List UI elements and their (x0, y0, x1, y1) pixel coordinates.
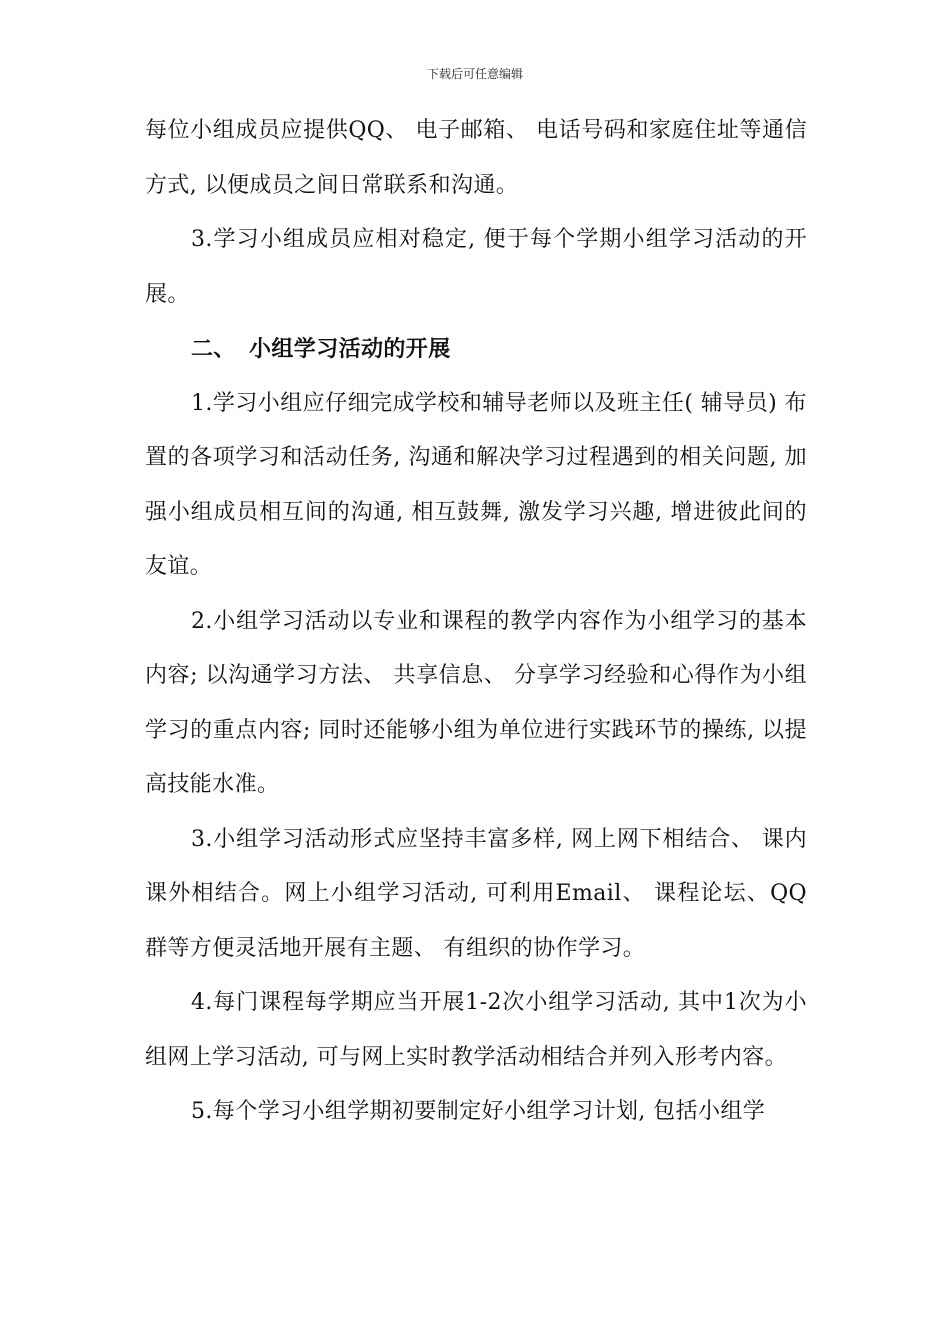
section-title: 小组学习活动的开展 (249, 336, 451, 362)
list-item: 4.每门课程每学期应当开展1-2次小组学习活动, 其中1次为小组网上学习活动, 可与网上实时教学活动相结合并列入形考内容。 (145, 990, 807, 1070)
paragraph-member-stability: 3.学习小组成员应相对稳定, 便于每个学期小组学习活动的开展。 (145, 227, 807, 307)
section-heading (145, 322, 807, 377)
list-item: 5.每个学习小组学期初要制定好小组学习计划, 包括小组学 (191, 1099, 766, 1124)
list-item: 3.小组学习活动形式应坚持丰富多样, 网上网下相结合、 课内课外相结合。网上小组学习活动, 可利用Email、 课程论坛、QQ群等方便灵活地开展有主题、 有组织的协作学习。 (145, 826, 807, 961)
document-body (145, 104, 807, 1140)
list-item: 2.小组学习活动以专业和课程的教学内容作为小组学习的基本内容; 以沟通学习方法、 共享信息、 分享学习经验和心得作为小组学习的重点内容; 同时还能够小组为单位进行实践环节的操练, 以提高技能水准。 (145, 608, 807, 797)
paragraph-contact-info: 每位小组成员应提供QQ、 电子邮箱、 电话号码和家庭住址等通信方式, 以便成员之间日常联系和沟通。 (145, 118, 807, 198)
list-item: 1.学习小组应仔细完成学校和辅导老师以及班主任( 辅导员) 布置的各项学习和活动任务, 沟通和解决学习过程遇到的相关问题, 加强小组成员相互间的沟通, 相互鼓舞, 激发学习兴趣, 增进彼此间的友谊。 (145, 390, 807, 579)
section-number: 二、 (191, 336, 236, 362)
page-header: 下载后可任意编辑 (426, 67, 523, 81)
